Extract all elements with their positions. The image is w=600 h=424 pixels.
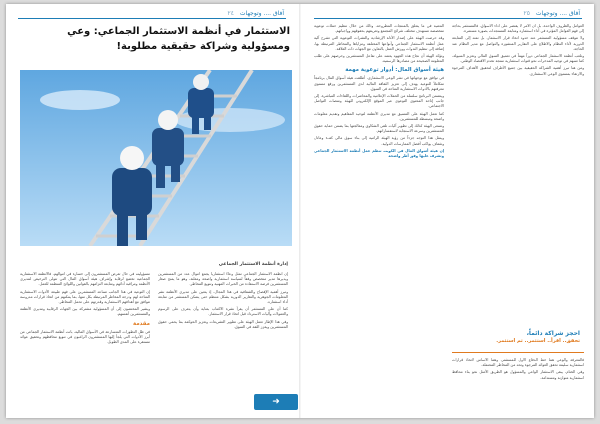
- right-page-column-right-closing: [452, 358, 584, 414]
- page-number: ٢٤: [227, 10, 234, 17]
- page-header: [224, 10, 284, 17]
- header-rule: [18, 18, 286, 19]
- paragraph: وفي هذا الإطار تعمل الهيئة على تطوير التشريعات وتعزيز الحوكمة بما يحمي حقوق المستثمرين ويعزز الثقة في السوق.: [158, 319, 288, 329]
- paragraph: كما تعمل الهيئة على التنسيق مع مديري الأنظمة لتوحيد المفاهيم وتقديم معلومات واضحة ومبسطة للمستثمرين.: [314, 111, 444, 121]
- article-title: الاستثمار في أنظمة الاستثمار الجماعي: وعي ومسؤولية وشراكة حقيقية مطلوبة!: [67, 26, 290, 52]
- paragraph: وتبرز أهمية الإفصاح والشفافية في هذا المجال، إذ يتعين على مديري الأنظمة نشر المعلومات الجوهرية والتقارير الدورية بشكل منتظم حتى يتمكن المستثمر من متابعة أداء استثماره.: [158, 289, 288, 305]
- header-section: آفاق .... وتوجهات: [239, 10, 284, 17]
- page-header: [520, 10, 580, 17]
- paragraph: العوامل والظروف الواحدة، بل ان الأمر لا يقتصر على أداء الأسواق، فالمستثمر بحاجة إلى فهم العوامل المؤثرة في أداء استثماره ومتابعة المستجدات بصورة مستمرة.: [452, 24, 584, 34]
- pull-quote: [462, 330, 580, 345]
- paragraph: كما أن على المستثمر أن يقرأ نشرة الاكتتاب بعناية وأن يتعرف على الرسوم والعمولات وآليات الاسترداد قبل اتخاذ قرار الاستثمار.: [158, 307, 288, 317]
- paragraph: وتلعب أنظمة الاستثمار الجماعي دوراً مهماً في تعميق السوق المالي وتعزيز السيولة، كما تسهم في توجيه المدخرات نحو قنوات استثمارية منتجة تخدم الاقتصاد الوطني.: [452, 54, 584, 64]
- header-section: آفاق .... وتوجهات: [535, 10, 580, 17]
- left-page-column-left: [20, 272, 150, 412]
- section-subheading: هيئة أسواق المال: أدوار توعوية مهمة: [345, 67, 444, 74]
- paragraph: في توافق مع توجهاتها في نشر الوعي الاستثماري، أطلقت هيئة أسواق المال برنامجاً متكاملاً للتوعية يهدف إلى تعزيز الثقافة المالية لدى المستثمرين ورفع مستوى معرفتهم بالأدوات الاستثمارية المتاحة في السوق.: [314, 76, 444, 91]
- left-page: [6, 4, 298, 418]
- right-page-column-right: [452, 24, 584, 324]
- photo-caption: إدارة أنظمة الاستثمار الجماعي: [218, 262, 288, 267]
- paragraph: مسؤوليته في حال تعرض المستثمرون إلى خسارة في أموالهم، فالأنظمة الاستثمارية الجماعية تخضع لرقابة وإشراف هيئة أسواق المال التي تتولى الترخيص لمديري الأنظمة ومراقبة أدائهم ومتابعة التزامهم بالقوانين واللوائح المنظمة للعمل.: [20, 272, 150, 287]
- magazine-spread: [6, 4, 594, 418]
- paragraph: وفي الختام، يبقى الاستثمار الواعي والمسؤول هو الطريق الأمثل نحو بناء محافظ استثمارية متوازنة ومستدامة.: [452, 370, 584, 380]
- paragraph: ويمثل هذا التوجه جزءاً من رؤية الهيئة الرامية إلى بناء سوق مالي كفء وعادل وشفاف يواكب أفضل الممارسات الدولية.: [314, 136, 444, 146]
- paragraph: المعنية في ما يتعلق بالمنتجات المطروحة، وذلك من خلال تنظيم حملات توعوية متخصصة تستهدف مختلف شرائح المجتمع وتعريفهم بحقوقهم وواجباتهم.: [314, 24, 444, 34]
- pull-quote-line2: تحقق.. اقرأ.. استثمر.. ثم استثمر.: [496, 338, 580, 344]
- paragraph: وتؤكد الهيئة أن نجاح هذه الجهود يعتمد على تفاعل المستثمرين وحرصهم على طلب المعلومة الصحيحة من مصادرها الرسمية.: [314, 54, 444, 64]
- paragraph: إن أنظمة الاستثمار الجماعي تمثل وعاءً استثمارياً يجمع أموال عدد من المستثمرين ويديرها مدير متخصص وفقاً لسياسة استثمارية واضحة ومعلنة، وهو ما يمنح صغار المستثمرين فرصة الاستفادة من الخبرات المهنية وتنويع المخاطر.: [158, 272, 288, 287]
- paragraph: ويشير المختصون إلى أن المسؤولية مشتركة بين الجهات الرقابية ومديري الأنظمة والمستثمرين أنفسهم.: [20, 307, 150, 317]
- page-number: ٢٥: [523, 10, 530, 17]
- header-rule: [314, 18, 582, 19]
- paragraph: ويتضمن البرنامج سلسلة من الحملات الإعلامية والمحاضرات واللقاءات المباشرة، إلى جانب إتاحة المحتوى التوعوي عبر الموقع الإلكتروني للهيئة ومنصات التواصل الاجتماعي.: [314, 94, 444, 109]
- paragraph: فالمعرفة والوعي هما خط الدفاع الأول للمستثمر، وهما الأساس لاتخاذ قرارات استثمارية سليمة تحقق العوائد المرجوة وتحد من المخاطر المحتملة.: [452, 358, 584, 368]
- pull-quote-rule: [452, 352, 584, 353]
- article-photo: [20, 70, 292, 246]
- paragraph: وتسعى الهيئة كذلك إلى تطوير آليات تلقي الشكاوى ومعالجتها بما يضمن حماية حقوق المستثمرين وسرعة الاستجابة لاستفساراتهم.: [314, 124, 444, 134]
- page-gutter: [299, 4, 301, 418]
- paragraph: إن التوعية في هذا الجانب تساعد المستثمرين على فهم طبيعة الأدوات الاستثمارية المتاحة لهم ودرجة المخاطر المرتبطة بكل منها، بما يمكنهم من اتخاذ قرارات مدروسة تتوافق مع أهدافهم الاستثمارية وقدرتهم على تحمل المخاطر.: [20, 289, 150, 305]
- next-page-button[interactable]: ➜: [254, 394, 298, 410]
- paragraph: ومن هنا تبرز أهمية الشراكة الحقيقية بين جميع الأطراف لتحقيق الأهداف المرجوة والارتقاء بمستوى الوعي الاستثماري.: [452, 66, 584, 76]
- section-subheading: مقدمة: [133, 320, 150, 327]
- paragraph: وقد حرصت الهيئة على إصدار الأدلة الإرشادية والنشرات التوعوية التي تشرح آلية عمل أنظمة الاستثمار الجماعي وأنواعها المختلفة ومزاياها والمخاطر المرتبطة بها، إضافة إلى تنظيم الندوات وورش العمل بالتعاون مع الجهات ذات العلاقة.: [314, 36, 444, 51]
- paragraph: ولا تتوقف مسؤولية المستثمر عند حدود اتخاذ قرار الاستثمار، بل تمتد إلى المتابعة الدورية لأداء النظام والاطلاع على التقارير المنشورة والتواصل مع مدير النظام عند الحاجة.: [452, 36, 584, 51]
- right-page-column-left: [314, 24, 444, 390]
- left-page-column-right: [158, 272, 288, 412]
- paragraph: إن هيئة أسواق المال في الكويت تنظم عمل أنظمة الاستثمار الجماعي وتشرف عليها وفق أطر واضحة: [314, 148, 444, 159]
- paragraph: في ظل التطورات المتسارعة في الأسواق المالية، باتت أنظمة الاستثمار الجماعي من أبرز الأدوات التي يلجأ إليها المستثمرون الراغبون في تنويع محافظهم وتحقيق عوائد مستقرة على المدى الطويل.: [20, 329, 150, 345]
- pull-quote-line1: احجز شراكة دائماً،: [526, 330, 580, 337]
- right-page: [302, 4, 594, 418]
